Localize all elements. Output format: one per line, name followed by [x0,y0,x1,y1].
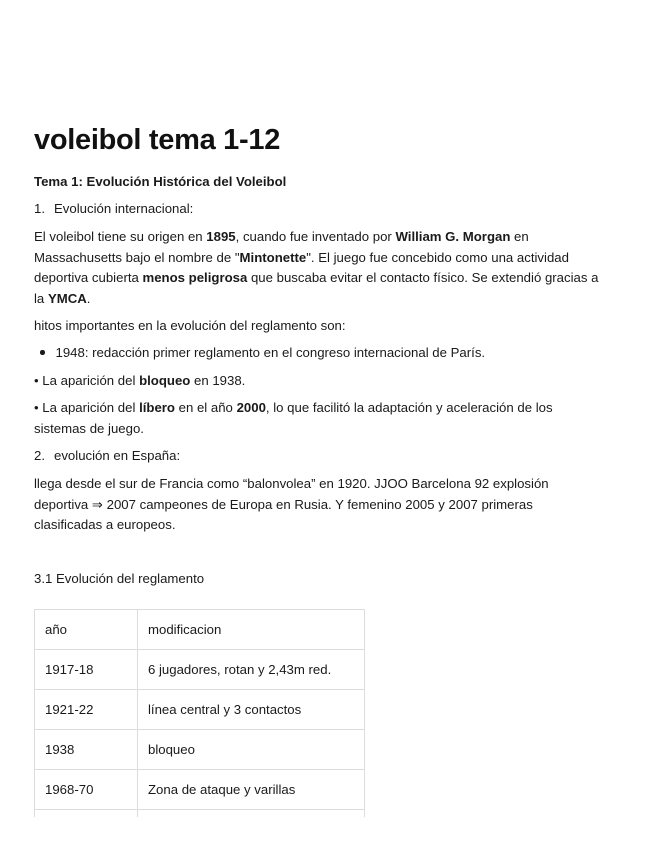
section-1-title: Evolución internacional: [54,201,194,216]
table-cell-change: línea central y 3 contactos [138,690,365,730]
intro-inventor: William G. Morgan [395,229,511,244]
intro-original-name: Mintonette [239,249,307,265]
intro-text: que buscaba evitar el contacto físico. Se extendió gracias a la [34,270,599,306]
hito-bold: bloqueo [139,373,191,388]
intro-emphasis: menos peligrosa [142,270,248,286]
section-2-heading [34,446,599,467]
table-cell-change: 6 jugadores, rotan y 2,43m red. [138,650,365,690]
table-cell-year: 1921-22 [35,690,138,730]
section-2-number: 2. [34,448,45,463]
hito-text: • La aparición del [34,400,140,415]
reglamento-table [34,609,365,817]
topic-subtitle: Tema 1: Evolución Histórica del Voleibol [34,174,287,189]
intro-text: El voleibol tiene su origen en [34,229,207,244]
table-header-row [35,610,365,650]
hito-text: • La aparición del [34,373,140,388]
hito-text: , lo que facilitó la adaptación y aceleración de los sistemas de juego. [34,400,553,436]
intro-text: . [86,290,91,306]
intro-ymca: YMCA [47,290,87,306]
hito-libero [34,398,599,439]
table-cell-empty [35,810,138,818]
section-3-1-heading: 3.1 Evolución del reglamento [34,571,205,586]
spain-paragraph: llega desde el sur de Francia como “balonvolea” en 1920. JJOO Barcelona 92 explosión deportiva ⇒ 2007 campeones de Europa en Rusia. Y femenino 2005 y 2007 primeras clasificadas a europeos. [34,476,549,533]
table-header-cell: año [35,610,138,650]
hito-text: en 1938. [190,373,246,388]
table-row-cutoff [35,810,365,818]
table-cell-year: 1938 [35,730,138,770]
intro-text: ". El juego fue concebido como una actividad deportiva cubierta [34,249,569,286]
table-cell-change: bloqueo [138,730,365,770]
table-cell-year: 1917-18 [35,650,138,690]
section-1-heading [34,199,599,220]
hito-1948 [34,343,599,364]
page-title: voleibol tema 1-12 [34,124,281,156]
table-cell-change: Zona de ataque y varillas [138,770,365,810]
table-cell-empty [138,810,365,818]
intro-year: 1895 [206,229,236,244]
hito-1948-text: 1948: redacción primer reglamento en el congreso internacional de París. [55,345,486,360]
hito-bloqueo [34,371,599,392]
section-1-number: 1. [34,201,45,216]
intro-text: , cuando fue inventado por [235,229,396,244]
intro-paragraph [34,227,599,309]
table-row [35,770,365,810]
hito-bold: líbero [139,400,175,415]
section-2-title: evolución en España: [54,448,181,463]
bullet-icon [40,350,45,355]
hito-text: en el año [174,400,237,415]
table-cell-year: 1968-70 [35,770,138,810]
table-row [35,650,365,690]
table-row [35,690,365,730]
hito-bold: 2000 [236,400,266,415]
hitos-intro: hitos importantes en la evolución del reglamento son: [34,318,346,333]
table-row [35,730,365,770]
table-header-cell: modificacion [138,610,365,650]
intro-text: en Massachusetts bajo el nombre de " [34,229,529,265]
